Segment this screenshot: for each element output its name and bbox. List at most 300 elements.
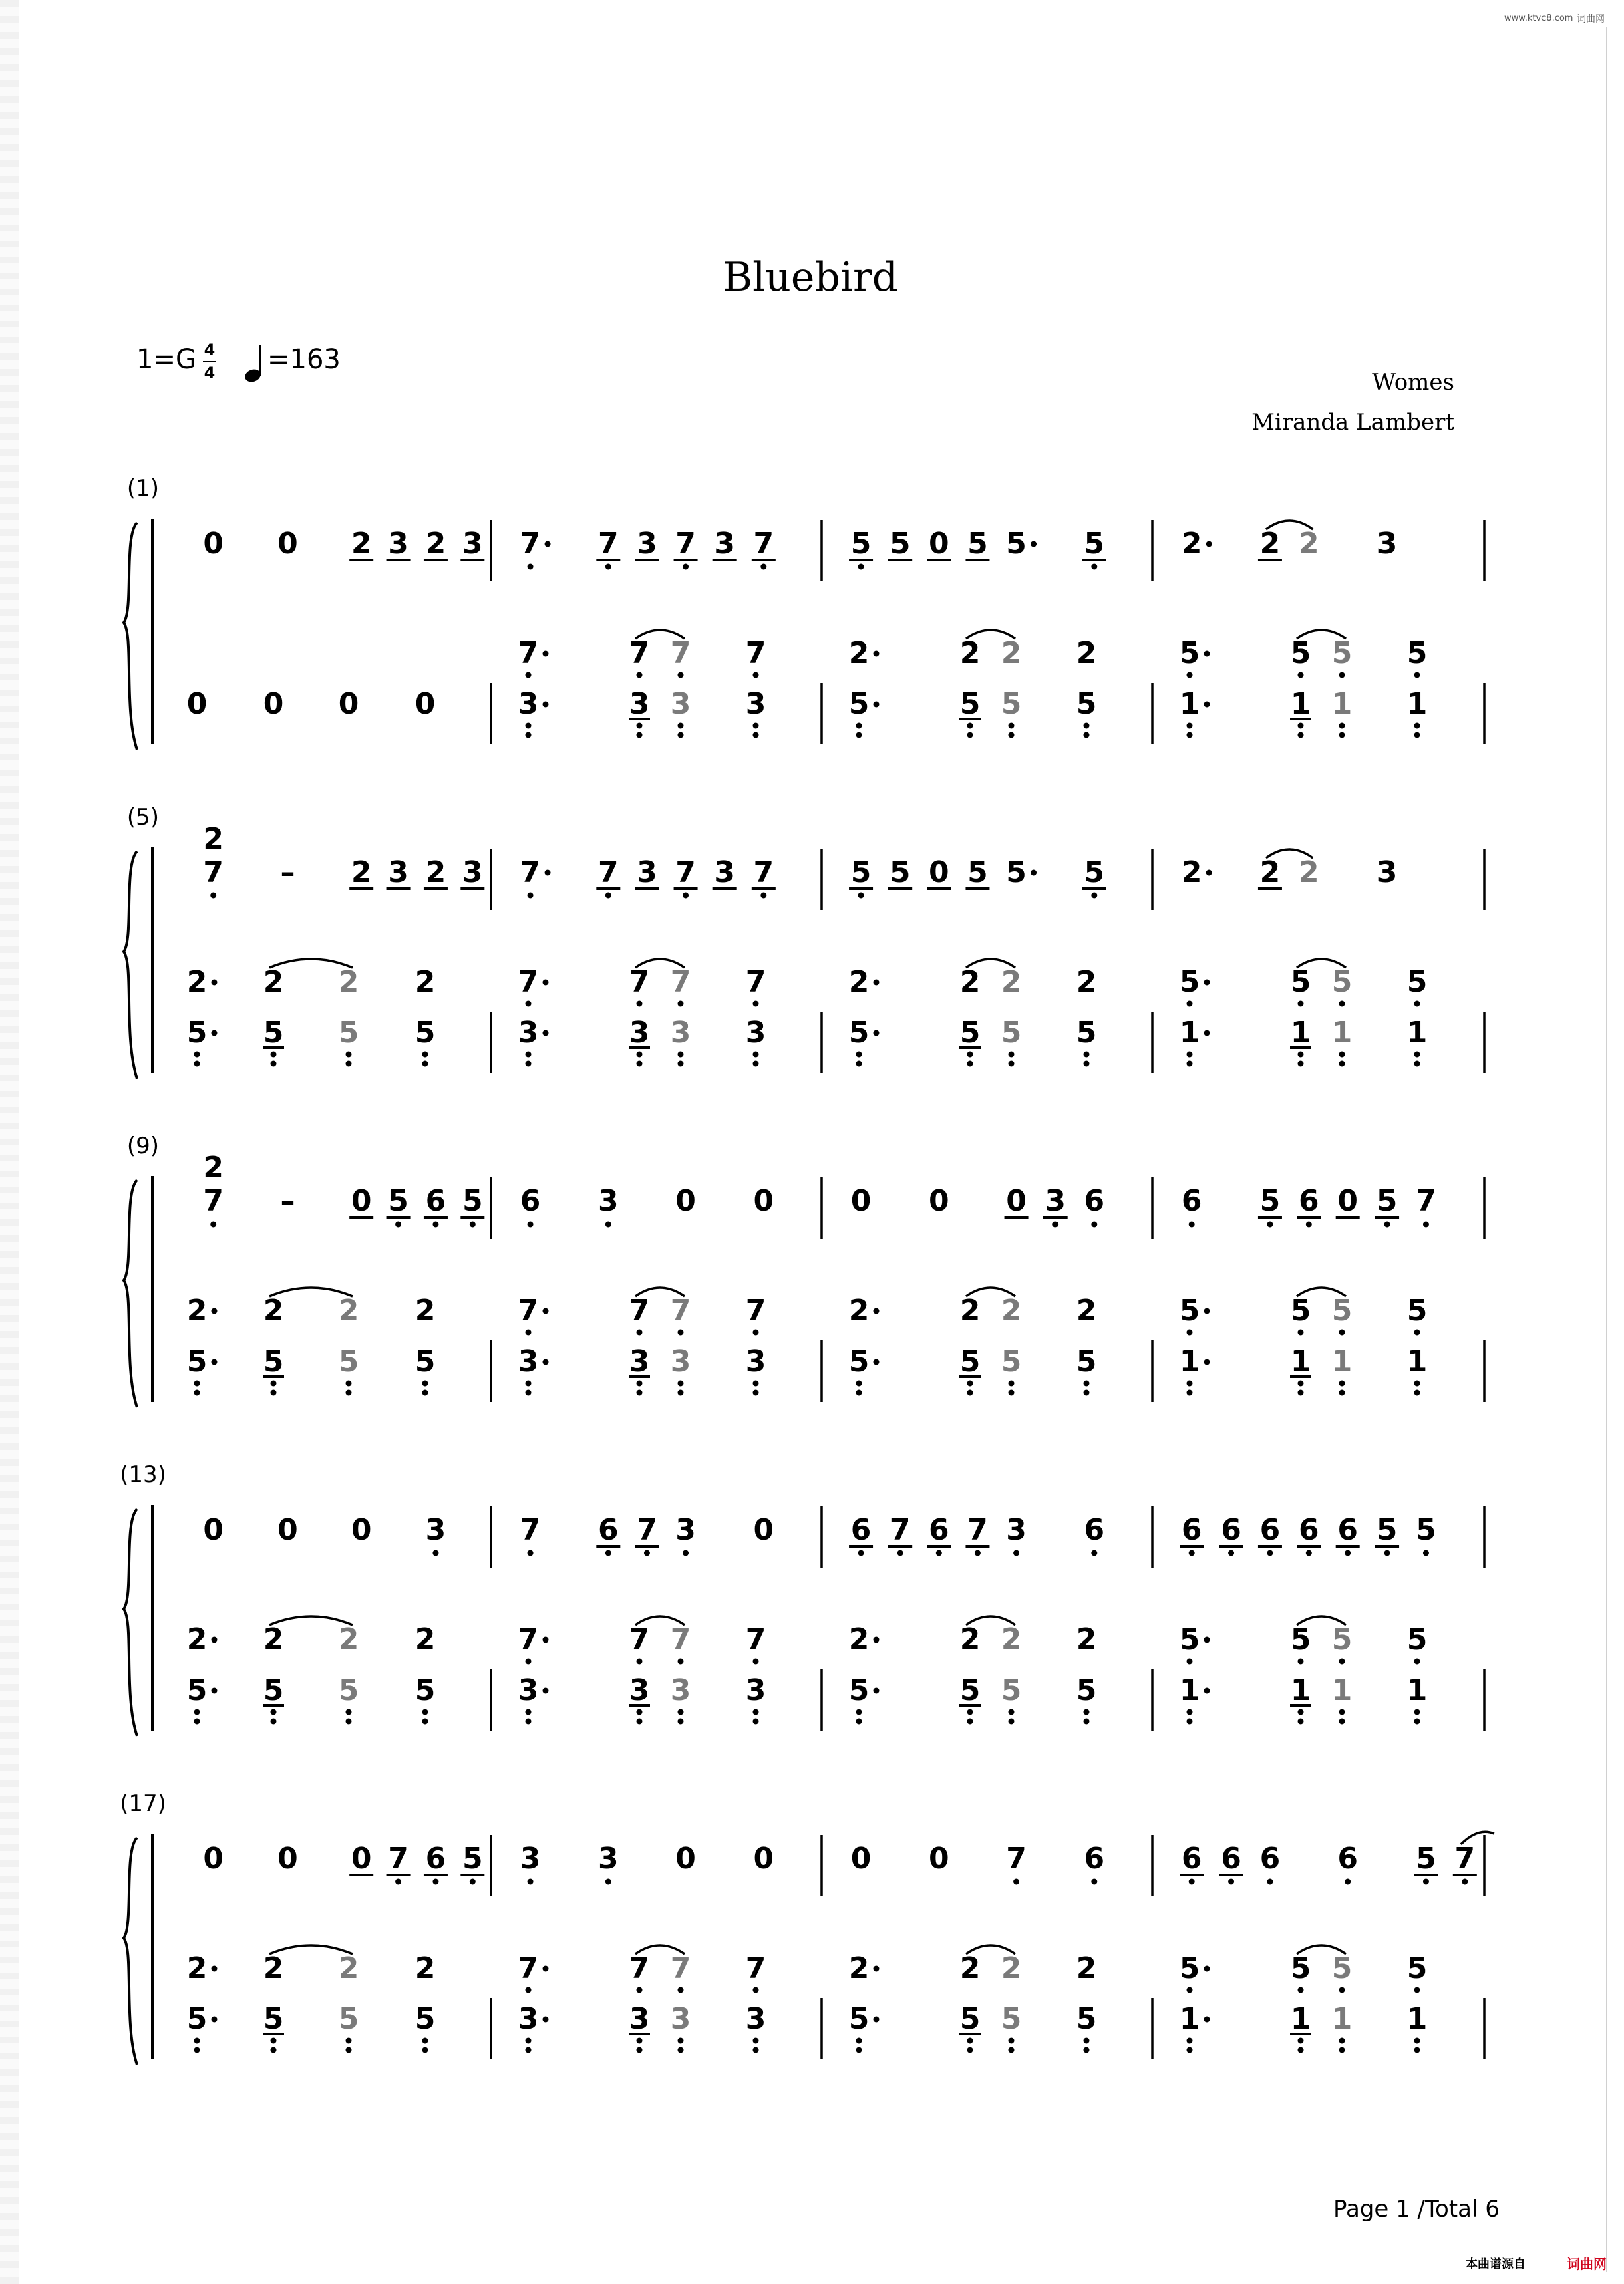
note-digit: 6 — [1337, 1842, 1358, 1876]
note-digit: 5 — [1376, 1184, 1398, 1218]
octave-dot — [678, 1709, 684, 1715]
note-digit: 5 — [338, 1344, 359, 1379]
note-digit: 5 — [1001, 1344, 1022, 1379]
octave-dot — [753, 1052, 759, 1058]
octave-dot — [1339, 1719, 1345, 1725]
note-digit: 7 — [520, 855, 541, 889]
note-digit: 2 — [425, 527, 446, 561]
octave-dot — [1414, 2038, 1420, 2044]
note-digit: 2 — [203, 822, 224, 856]
note-digit: 5 — [1331, 1951, 1353, 1985]
octave-dot — [1414, 723, 1420, 729]
note-digit: 5 — [889, 527, 911, 561]
octave-dot — [1009, 732, 1015, 738]
octave-dot — [528, 564, 534, 570]
note-digit: 3 — [388, 527, 409, 561]
octave-dot — [346, 2038, 352, 2044]
octave-dot — [1187, 1061, 1193, 1067]
note-digit: 2 — [338, 1951, 359, 1985]
note-digit: 2 — [1001, 1294, 1022, 1328]
note-digit: 7 — [520, 1513, 541, 1547]
note-digit: 3 — [637, 527, 657, 561]
octave-dot — [1013, 1550, 1019, 1556]
note-digit: 6 — [1084, 1842, 1105, 1876]
note-digit: 0 — [414, 687, 436, 721]
note-digit: 5 — [1179, 1294, 1200, 1328]
note-digit: 5 — [848, 1344, 870, 1379]
octave-dot — [395, 1222, 401, 1228]
octave-dot — [753, 1719, 759, 1725]
octave-dot — [753, 1381, 759, 1387]
note-digit: 0 — [675, 1184, 696, 1218]
augmentation-dot — [1204, 1308, 1210, 1314]
octave-dot — [346, 1719, 352, 1725]
octave-dot — [1187, 1390, 1193, 1396]
note-digit: 1 — [1406, 2002, 1428, 2036]
augmentation-dot — [212, 1637, 218, 1643]
octave-dot — [856, 1390, 862, 1396]
note-digit: 3 — [670, 687, 691, 721]
augmentation-dot — [1206, 870, 1212, 876]
note-digit: 0 — [277, 1842, 298, 1876]
note-digit: 0 — [929, 1842, 949, 1876]
note-digit: 7 — [670, 965, 691, 999]
octave-dot — [1414, 732, 1420, 738]
note-digit: 6 — [425, 1184, 446, 1218]
augmentation-dot — [543, 1308, 549, 1314]
octave-dot — [432, 1222, 438, 1228]
note-digit: 1 — [1290, 2002, 1311, 2036]
octave-dot — [753, 723, 759, 729]
note-digit: 5 — [848, 1016, 870, 1050]
note-digit: 5 — [1179, 1622, 1200, 1657]
octave-dot — [1084, 732, 1090, 738]
octave-dot — [753, 1001, 759, 1007]
note-digit: 5 — [414, 1673, 436, 1707]
note-digit: 3 — [714, 855, 735, 889]
note-digit: 1 — [1179, 687, 1200, 721]
octave-dot — [470, 1879, 476, 1885]
note-digit: 3 — [670, 1016, 691, 1050]
octave-dot — [637, 1709, 643, 1715]
note-digit: 0 — [277, 1513, 298, 1547]
octave-dot — [194, 1390, 200, 1396]
note-digit: 1 — [1406, 687, 1428, 721]
octave-dot — [1009, 2038, 1015, 2044]
octave-dot — [1009, 1390, 1015, 1396]
octave-dot — [637, 1659, 643, 1665]
note-digit: 5 — [848, 2002, 870, 2036]
octave-dot — [1009, 2047, 1015, 2053]
octave-dot — [637, 1381, 643, 1387]
note-digit: 3 — [745, 687, 766, 721]
note-digit: 2 — [848, 1951, 870, 1985]
octave-dot — [856, 723, 862, 729]
octave-dot — [1187, 1719, 1193, 1725]
octave-dot — [526, 1719, 532, 1725]
note-digit: 2 — [338, 965, 359, 999]
octave-dot — [1187, 1330, 1193, 1336]
octave-dot — [678, 1987, 684, 1993]
note-digit: 5 — [462, 1842, 483, 1876]
octave-dot — [470, 1222, 476, 1228]
note-digit: 5 — [959, 1673, 981, 1707]
octave-dot — [422, 1061, 428, 1067]
octave-dot — [936, 1550, 942, 1556]
note-digit: 3 — [598, 1842, 619, 1876]
note-digit: 5 — [414, 1344, 436, 1379]
note-digit: 0 — [753, 1842, 774, 1876]
note-digit: 7 — [629, 1294, 650, 1328]
octave-dot — [1187, 672, 1193, 678]
octave-dot — [1187, 2047, 1193, 2053]
note-digit: 0 — [203, 1842, 224, 1876]
note-digit: 3 — [629, 1673, 650, 1707]
octave-dot — [1091, 1879, 1097, 1885]
octave-dot — [678, 1381, 684, 1387]
note-digit: 6 — [1299, 1513, 1319, 1547]
octave-dot — [422, 1381, 428, 1387]
note-digit: 7 — [675, 855, 696, 889]
note-digit: 7 — [745, 1622, 766, 1657]
note-digit: 5 — [338, 1016, 359, 1050]
octave-dot — [683, 564, 689, 570]
note-digit: 5 — [1290, 1951, 1311, 1985]
octave-dot — [1009, 1381, 1015, 1387]
note-digit: 0 — [351, 1842, 372, 1876]
note-digit: 7 — [388, 1842, 409, 1876]
note-digit: 2 — [263, 965, 284, 999]
octave-dot — [678, 672, 684, 678]
octave-dot — [526, 1987, 532, 1993]
note-digit: 5 — [338, 1673, 359, 1707]
octave-dot — [967, 1381, 973, 1387]
augmentation-dot — [212, 980, 218, 986]
octave-dot — [637, 1061, 643, 1067]
measure-number: (5) — [126, 804, 160, 831]
note-digit: 1 — [1406, 1673, 1428, 1707]
note-digit: 5 — [1084, 855, 1105, 889]
note-digit: 5 — [1076, 1344, 1097, 1379]
octave-dot — [1306, 1550, 1312, 1556]
note-digit: 7 — [670, 636, 691, 670]
note-digit: 5 — [1290, 965, 1311, 999]
note-digit: 1 — [1331, 2002, 1353, 2036]
augmentation-dot — [212, 1966, 218, 1972]
note-digit: 5 — [959, 1016, 981, 1050]
grand-staff-brace — [124, 1180, 137, 1407]
octave-dot — [346, 1052, 352, 1058]
octave-dot — [1384, 1222, 1390, 1228]
note-digit: 5 — [1076, 687, 1097, 721]
note-digit: 5 — [1406, 1951, 1428, 1985]
note-digit: 3 — [675, 1513, 696, 1547]
octave-dot — [1298, 1001, 1304, 1007]
note-digit: 5 — [1331, 636, 1353, 670]
octave-dot — [526, 1330, 532, 1336]
octave-dot — [637, 672, 643, 678]
octave-dot — [678, 1061, 684, 1067]
note-digit: 5 — [1001, 1016, 1022, 1050]
octave-dot — [1414, 1381, 1420, 1387]
octave-dot — [1298, 1987, 1304, 1993]
octave-dot — [858, 893, 864, 899]
octave-dot — [210, 1222, 216, 1228]
note-digit: 3 — [1045, 1184, 1066, 1218]
octave-dot — [1298, 732, 1304, 738]
octave-dot — [1339, 1659, 1345, 1665]
note-digit: 7 — [670, 1951, 691, 1985]
note-digit: 7 — [675, 527, 696, 561]
note-digit: 0 — [277, 527, 298, 561]
octave-dot — [605, 893, 611, 899]
note-digit: 7 — [518, 1294, 539, 1328]
note-digit: 0 — [675, 1842, 696, 1876]
octave-dot — [967, 1390, 973, 1396]
note-digit: 5 — [1179, 965, 1200, 999]
octave-dot — [644, 1550, 650, 1556]
octave-dot — [637, 1330, 643, 1336]
octave-dot — [1009, 1052, 1015, 1058]
octave-dot — [856, 732, 862, 738]
octave-dot — [1084, 1719, 1090, 1725]
augmentation-dot — [543, 1030, 549, 1036]
octave-dot — [422, 1052, 428, 1058]
octave-dot — [1414, 1987, 1420, 1993]
octave-dot — [678, 2038, 684, 2044]
note-digit: 5 — [1331, 1622, 1353, 1657]
note-digit: 7 — [745, 1951, 766, 1985]
augmentation-dot — [874, 1637, 880, 1643]
octave-dot — [1187, 1987, 1193, 1993]
octave-dot — [1267, 1879, 1273, 1885]
octave-dot — [760, 564, 766, 570]
octave-dot — [395, 1879, 401, 1885]
octave-dot — [1462, 1879, 1468, 1885]
octave-dot — [271, 1052, 277, 1058]
octave-dot — [271, 2047, 277, 2053]
octave-dot — [1009, 1709, 1015, 1715]
octave-dot — [422, 2047, 428, 2053]
octave-dot — [194, 1052, 200, 1058]
note-digit: 1 — [1179, 2002, 1200, 2036]
note-digit: 5 — [1416, 1842, 1436, 1876]
octave-dot — [1009, 723, 1015, 729]
time-sig-top: 4 — [204, 341, 216, 360]
note-digit: 6 — [1259, 1513, 1281, 1547]
octave-dot — [1414, 1719, 1420, 1725]
octave-dot — [1187, 1659, 1193, 1665]
note-digit: 3 — [670, 2002, 691, 2036]
octave-dot — [432, 1879, 438, 1885]
note-digit: 5 — [1406, 965, 1428, 999]
augmentation-dot — [543, 1966, 549, 1972]
octave-dot — [1298, 672, 1304, 678]
octave-dot — [678, 2047, 684, 2053]
augmentation-dot — [543, 1637, 549, 1643]
octave-dot — [605, 1222, 611, 1228]
note-digit: 3 — [388, 855, 409, 889]
note-digit: 5 — [1076, 2002, 1097, 2036]
octave-dot — [1339, 2047, 1345, 2053]
octave-dot — [637, 2038, 643, 2044]
note-digit: 5 — [186, 1673, 208, 1707]
note-digit: 7 — [629, 1951, 650, 1985]
octave-dot — [526, 672, 532, 678]
note-digit: 2 — [414, 1294, 436, 1328]
note-digit: 5 — [1001, 687, 1022, 721]
augmentation-dot — [543, 651, 549, 657]
octave-dot — [526, 1659, 532, 1665]
note-digit: 7 — [637, 1513, 657, 1547]
octave-dot — [1187, 1709, 1193, 1715]
octave-dot — [1306, 1222, 1312, 1228]
octave-dot — [605, 1879, 611, 1885]
note-digit: 5 — [848, 687, 870, 721]
measure-number: (1) — [126, 475, 160, 502]
octave-dot — [1084, 1381, 1090, 1387]
octave-dot — [1187, 732, 1193, 738]
note-digit: 7 — [203, 1184, 224, 1218]
octave-dot — [753, 1330, 759, 1336]
octave-dot — [1298, 723, 1304, 729]
note-digit: 3 — [637, 855, 657, 889]
note-digit: 6 — [1181, 1184, 1202, 1218]
note-digit: 3 — [745, 1016, 766, 1050]
augmentation-dot — [1204, 2017, 1210, 2023]
augmentation-dot — [1204, 1359, 1210, 1365]
octave-dot — [526, 723, 532, 729]
note-digit: 2 — [203, 1151, 224, 1185]
augmentation-dot — [1204, 1637, 1210, 1643]
octave-dot — [422, 1390, 428, 1396]
note-digit: 5 — [1076, 1016, 1097, 1050]
octave-dot — [856, 1719, 862, 1725]
octave-dot — [897, 1550, 903, 1556]
octave-dot — [967, 732, 973, 738]
note-digit: 5 — [959, 2002, 981, 2036]
note-digit: 2 — [351, 855, 372, 889]
note-digit: 5 — [414, 2002, 436, 2036]
octave-dot — [678, 1719, 684, 1725]
note-digit: 7 — [670, 1294, 691, 1328]
augmentation-dot — [1204, 1688, 1210, 1694]
octave-dot — [1298, 1709, 1304, 1715]
credit-lyricist: Womes — [1372, 369, 1454, 396]
note-digit: 2 — [1181, 855, 1202, 889]
note-digit: 2 — [1001, 636, 1022, 670]
note-digit: 6 — [1084, 1184, 1105, 1218]
note-digit: 3 — [518, 1344, 539, 1379]
octave-dot — [1052, 1222, 1058, 1228]
octave-dot — [753, 1709, 759, 1715]
note-digit: 5 — [414, 1016, 436, 1050]
note-digit: 2 — [959, 1951, 981, 1985]
octave-dot — [194, 1709, 200, 1715]
octave-dot — [1298, 1061, 1304, 1067]
note-digit: 0 — [929, 527, 949, 561]
note-digit: 0 — [263, 687, 284, 721]
note-digit: 7 — [670, 1622, 691, 1657]
note-digit: 2 — [1076, 965, 1097, 999]
grand-staff-brace — [124, 851, 137, 1079]
octave-dot — [1298, 2047, 1304, 2053]
octave-dot — [1339, 1001, 1345, 1007]
note-digit: 0 — [351, 1513, 372, 1547]
note-digit: 5 — [1376, 1513, 1398, 1547]
note-digit: 3 — [745, 1344, 766, 1379]
note-digit: 7 — [598, 527, 619, 561]
octave-dot — [271, 2038, 277, 2044]
note-digit: 2 — [848, 636, 870, 670]
note-digit: 5 — [1290, 1622, 1311, 1657]
note-digit: 5 — [959, 1344, 981, 1379]
note-digit: 0 — [1337, 1184, 1358, 1218]
note-digit: 7 — [1454, 1842, 1476, 1876]
octave-dot — [346, 1061, 352, 1067]
octave-dot — [1414, 1709, 1420, 1715]
note-digit: 6 — [598, 1513, 619, 1547]
note-digit: 5 — [1179, 1951, 1200, 1985]
augmentation-dot — [212, 1030, 218, 1036]
octave-dot — [753, 1987, 759, 1993]
octave-dot — [346, 1381, 352, 1387]
octave-dot — [637, 1001, 643, 1007]
octave-dot — [528, 893, 534, 899]
note-digit: 5 — [1406, 1294, 1428, 1328]
note-digit: 0 — [338, 687, 359, 721]
note-digit: 5 — [186, 2002, 208, 2036]
octave-dot — [526, 2038, 532, 2044]
note-digit: 2 — [186, 1951, 208, 1985]
octave-dot — [1084, 1052, 1090, 1058]
octave-dot — [678, 1052, 684, 1058]
note-digit: 7 — [203, 855, 224, 889]
note-digit: 5 — [338, 2002, 359, 2036]
note-digit: 7 — [745, 636, 766, 670]
note-digit: 3 — [518, 1016, 539, 1050]
time-sig-bottom: 4 — [204, 364, 216, 382]
note-digit: 2 — [959, 965, 981, 999]
octave-dot — [1187, 723, 1193, 729]
octave-dot — [1339, 1381, 1345, 1387]
note-digit: 1 — [1331, 1673, 1353, 1707]
octave-dot — [753, 2047, 759, 2053]
octave-dot — [753, 732, 759, 738]
note-digit: 6 — [1181, 1842, 1202, 1876]
octave-dot — [1091, 1222, 1097, 1228]
note-digit: 7 — [629, 965, 650, 999]
note-digit: 2 — [1001, 1622, 1022, 1657]
note-digit: 2 — [338, 1294, 359, 1328]
octave-dot — [1345, 1879, 1351, 1885]
octave-dot — [526, 2047, 532, 2053]
note-digit: 6 — [1221, 1842, 1241, 1876]
octave-dot — [1187, 2038, 1193, 2044]
note-digit: 3 — [462, 855, 483, 889]
octave-dot — [678, 1001, 684, 1007]
note-digit: 3 — [518, 2002, 539, 2036]
octave-dot — [422, 1719, 428, 1725]
note-digit: 5 — [850, 855, 872, 889]
octave-dot — [1339, 672, 1345, 678]
footer-source-label: 本曲谱源自 — [1466, 2257, 1526, 2271]
octave-dot — [526, 1381, 532, 1387]
octave-dot — [678, 1390, 684, 1396]
note-digit: 3 — [518, 687, 539, 721]
note-digit: 2 — [848, 1622, 870, 1657]
note-digit: 3 — [670, 1673, 691, 1707]
